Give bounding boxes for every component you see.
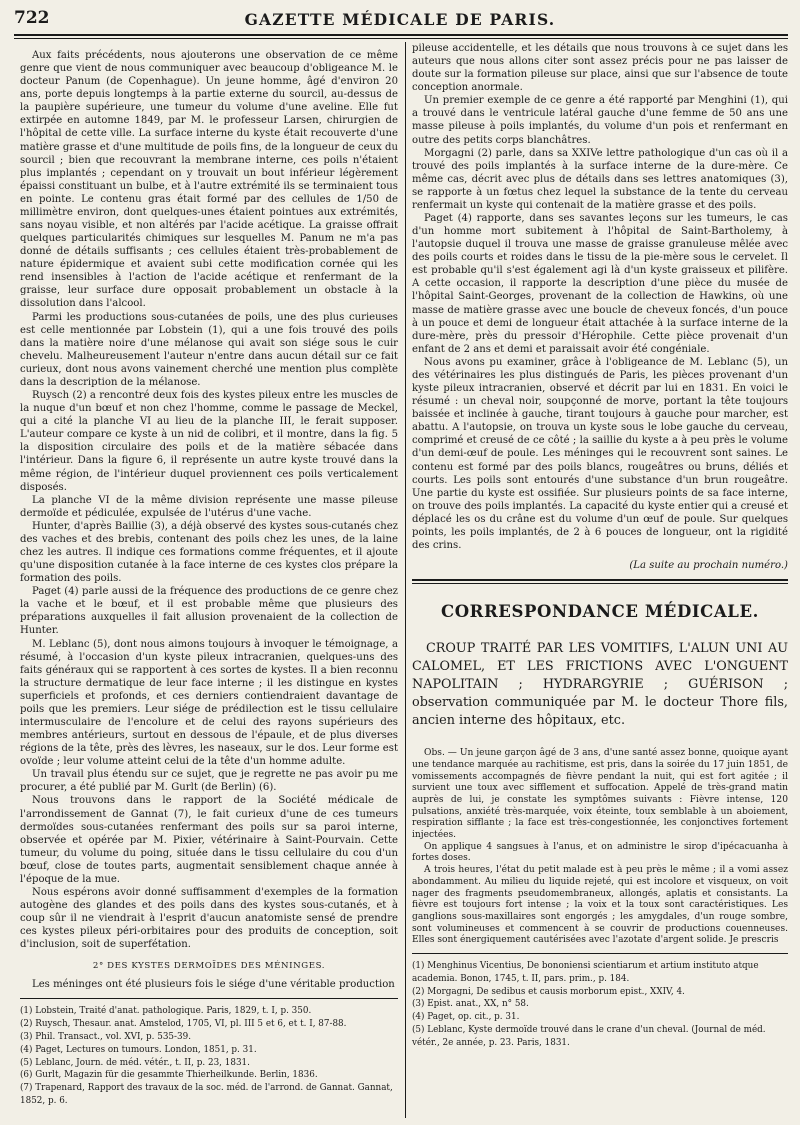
header-rule-thin <box>14 38 788 39</box>
footnote: (3) Epist. anat., XX, n° 58. <box>412 999 529 1010</box>
footnote: (5) Leblanc, Journ. de méd. vétér., t. II, p. 23, 1831. <box>20 1057 250 1068</box>
column-divider <box>405 42 406 1118</box>
continued-notice: (La suite au prochain numéro.) <box>629 560 788 572</box>
paragraph: Ruysch (2) a rencontré deux fois des kystes pileux entre les muscles de la nuque d'un bœuf et non chez l'homme, comme le passage de Meckel, qui a cité la planche VI au lieu de la planche III, le ferait supposer. L'auteur compare ce kyste à un nid de colibri, et il montre, dans la fig. 5 la disposition circulaire des poils et de la matière sébacée dans l'intérieur. Dans la figure 6, il représente un autre kyste trouvé dans la même région, de l'intérieur duquel proviennent ces poils verticalement disposés. <box>20 390 398 493</box>
paragraph: pileuse accidentelle, et les détails que nous trouvons à ce sujet dans les auteurs que nous allons citer sont assez précis pour ne pas laisser de doute sur la formation pileuse sur place, ainsi que sur l'absence de toute conception anormale. <box>412 43 788 94</box>
paragraph: Les méninges ont été plusieurs fois le siége d'une véritable production <box>32 979 395 991</box>
footnote: (7) Trapenard, Rapport des travaux de la soc. méd. de l'arrond. de Gannat. Gannat, 1852, p. 6. <box>20 1083 393 1107</box>
paragraph: A trois heures, l'état du petit malade est à peu près le même ; il a vomi assez abondamment. Au milieu du liquide rejeté, qui est incolore et visqueux, on voit nager des fragments pseudomembraneux, allongés, aplatis et consistants. La fièvre est toujours fort intense ; la voix et la toux sont caractéristiques. Les ganglions sous-maxillaires sont engorgés ; les amygdales, d'un rouge sombre, sont volumineuses et commencent à se couvrir de productions couenneuses. Elles sont énergiquement cautérisées avec l'azotate d'argent solide. Je prescris <box>412 865 788 946</box>
footnote: (5) Leblanc, Kyste dermoïde trouvé dans le crane d'un cheval. (Journal de méd. vétér., 2e année, p. 23. Paris, 1831. <box>412 1025 766 1048</box>
paragraph: Paget (4) parle aussi de la fréquence des productions de ce genre chez la vache et le bœuf, et il est probable même que plusieurs des préparations auxquelles il fait allusion provenaient de la collection de Hunter. <box>20 586 398 637</box>
footnote: (6) Gurlt, Magazin für die gesammte Thierheilkunde. Berlin, 1836. <box>20 1070 318 1081</box>
footnote: (3) Phil. Transact., vol. XVI, p. 535-39. <box>20 1032 191 1043</box>
section-rule-thick <box>412 579 788 581</box>
subsection-heading: 2° DES KYSTES DERMOÏDES DES MÉNINGES. <box>92 961 326 972</box>
paragraph: Hunter, d'après Baillie (3), a déjà observé des kystes sous-cutanés chez des vaches et des brebis, contenant des poils chez les unes, de la laine chez les autres. Il indique ces formations comme fréquentes, et il ajoute qu'une disposition cutanée à la face interne de ces kystes clos prépare la formation des poils. <box>20 520 398 585</box>
paragraph: Nous avons pu examiner, grâce à l'obligeance de M. Leblanc (5), un des vétérinaires les plus distingués de Paris, les pièces provenant d'un kyste pileux intracranien, observé et décrit par lui en 1831. En voici le résumé : un cheval noir, soupçonné de morve, portant la tête toujours baissée et inclinée à gauche, tirant toujours à gauche pour marcher, est abattu. A l'autopsie, on trouva un kyste sous le lobe gauche du cerveau, comprimé et creusé de ce côté ; la saillie du kyste a à peu près le volume d'un demi-œuf de poule. Les méninges qui le recouvrent sont saines. Le contenu est formé par des poils blancs, rougeâtres ou bruns, déliés et courts. Les poils sont entourés d'une substance d'un brun rougeâtre. Une partie du kyste est ossifiée. Sur plusieurs points de sa face interne, on trouve des poils implantés. La capacité du kyste entier qui a creusé et déplacé les os du crâne est du volume d'un œuf de poule. Sur quelques points, les poils implantés, de 2 à 6 pouces de longueur, ont la rigidité des crins. <box>412 356 788 551</box>
footnote-rule <box>20 998 398 999</box>
left-column <box>20 49 398 1119</box>
footnote: (2) Morgagni, De sedibus et causis morborum epist., XXIV, 4. <box>412 986 685 997</box>
section-title: CORRESPONDANCE MÉDICALE. <box>440 602 760 622</box>
paragraph: Nous espérons avoir donné suffisamment d'exemples de la formation autogène des glandes et des poils dans des kystes sous-cutanés, et à coup sûr il ne viendrait à l'esprit d'aucun anatomiste sensé de prendre ces kystes pileux péri-orbitaires pour des produits de conception, soit d'inclusion, soit de superfétation. <box>20 887 398 951</box>
footnote-rule <box>412 953 788 954</box>
footnote: (1) Menghinus Vicentius, De bononiensi scientiarum et artium instituto atque academia. Bonon, 1745, t. II, pars. prim., p. 184. <box>412 961 759 984</box>
paragraph: Obs. — Un jeune garçon âgé de 3 ans, d'une santé assez bonne, quoique ayant une tendance marquée au rachitisme, est pris, dans la soirée du 17 juin 1851, de vomissements accompagnés de fièvre pendant la nuit, qui est fort agitée ; il survient une toux avec sifflement et suffocation. Appelé de très-grand matin auprès de lui, je constate les symptômes suivants : Fièvre intense, 120 pulsations, anxiété très-marquée, voix éteinte, toux semblable à un aboiement, respiration sifflante ; la face est très-congestionnée, les conjonctives fortement injectées. <box>412 748 788 841</box>
paragraph: M. Leblanc (5), dont nous aimons toujours à invoquer le témoignage, a résumé, à l'occasion d'un kyste pileux intracranien, quelques-uns des faits généraux qui se rapportent à ces sortes de kystes. Il a bien reconnu la structure dermatique de leur face interne ; il les distingue en kystes superficiels et profonds, et ces derniers contiendraient davantage de poils que les premiers. Leur siége de prédilection est le tissu cellulaire intermusculaire de l'encolure et de celui des rayons supérieurs des membres antérieurs, surtout en dessous de l'épaule, et de plus diverses régions de la tête, près des lèvres, les naseaux, sur le dos. Leur forme est ovoïde ; leur volume atteint celui de la tête d'un homme adulte. <box>20 638 398 768</box>
header-rule-thick <box>14 34 788 36</box>
page-number: 722 <box>14 8 50 28</box>
paragraph: Morgagni (2) parle, dans sa XXIVe lettre pathologique d'un cas où il a trouvé des poils implantés à la surface interne de la dure-mère. Ce même cas, décrit avec plus de détails dans ses lettres anatomiques (3), se rapporte à un fœtus chez lequel la substance de la tente du cerveau renfermait un kyste qui contenait de la matière grasse et des poils. <box>412 147 788 211</box>
paragraph: Un premier exemple de ce genre a été rapporté par Menghini (1), qui a trouvé dans le ventricule latéral gauche d'une femme de 50 ans une masse pileuse à poils implantés, du volume d'un pois et renfermant en outre des petits corps blanchâtres. <box>412 95 788 146</box>
paragraph: Aux faits précédents, nous ajouterons une observation de ce même genre que vient de nous communiquer avec beaucoup d'obligeance M. le docteur Panum (de Copenhague). Un jeune homme, âgé d'environ 20 ans, porte depuis longtemps à la partie externe du sourcil, au-dessus de la paupière supérieure, une tumeur du volume d'une aveline. Elle fut extirpée en automne 1849, par M. le professeur Larsen, chirurgien de l'hôpital de cette ville. La surface interne du kyste était recouverte d'une matière grasse et d'une multitude de poils fins, de la longueur de ceux du sourcil ; bien que recouvrant la membrane interne, ces poils n'étaient plus implantés ; cependant on y trouvait un bout inférieur légèrement épaissi constituant un bulbe, et à l'autre extrémité ils se terminaient tous en pointe. Le contenu gras était formé par des cellules de 1/50 de millimètre environ, dont quelques-unes étaient pointues aux extrémités, sans noyau visible, et non altérés par l'acide acétique. La graisse offrait quelques particularités chimiques sur lesquelles M. Panum ne m'a pas donné de détails suffisants ; ces cellules étaient très-probablement de nature épidermique et avaient subi cette modification cornée qui les rend insensibles à l'action de l'acide acétique et renfermant de la graisse, leur surface dure opposait probablement un obstacle à la dissolution dans l'alcool. <box>20 50 399 310</box>
paragraph: Nous trouvons dans le rapport de la Société médicale de l'arrondissement de Gannat (7), le fait curieux d'une de ces tumeurs dermoïdes sous-cutanées renfermant des poils sur sa paroi interne, observée et opérée par M. Pixier, vétérinaire à Saint-Pourvain. Cette tumeur, du volume du poing, située dans le tissu cellulaire du cou d'un bœuf, close de toutes parts, augmentait sensiblement chaque année à l'époque de la mue. <box>20 795 398 885</box>
footnote: (1) Lobstein, Traité d'anat. pathologique. Paris, 1829, t. I, p. 350. <box>20 1006 312 1017</box>
running-head: GAZETTE MÉDICALE DE PARIS. <box>244 10 556 29</box>
footnote: (4) Paget, op. cit., p. 31. <box>412 1012 520 1023</box>
paragraph: Paget (4) rapporte, dans ses savantes leçons sur les tumeurs, le cas d'un homme mort subitement à l'hôpital de Saint-Bartholemy, à l'autopsie duquel il trouva une masse de graisse granuleuse mêlée avec des poils courts et roides dans le tissu de la pie-mère sous le cervelet. Il est probable qu'il s'est également agi là d'un kyste graisseux et pilifère. A cette occasion, il rapporte la description d'une pièce du musée de l'hôpital Saint-Georges, provenant de la collection de Hawkins, où une masse de matière grasse avec une boucle de cheveux foncés, d'un pouce à un pouce et demi de longueur était attachée à la surface interne de la dure-mère, près du pressoir d'Hérophile. Cette pièce provenait d'un enfant de 2 ans et demi et paraissait avoir été congéniale. <box>412 213 788 355</box>
footnote: (4) Paget, Lectures on tumours. London, 1851, p. 31. <box>20 1044 257 1055</box>
paragraph: Un travail plus étendu sur ce sujet, que je regrette ne pas avoir pu me procurer, a été publié par M. Gurlt (de Berlin) (6). <box>20 769 398 794</box>
right-column <box>412 42 788 1118</box>
footnote: (2) Ruysch, Thesaur. anat. Amstelod, 1705, VI, pl. III 5 et 6, et t. I, 87-88. <box>20 1019 347 1030</box>
section-rule-thin <box>412 583 788 584</box>
article-title: CROUP TRAITÉ PAR LES VOMITIFS, L'ALUN UNI AU CALOMEL, ET LES FRICTIONS AVEC L'ONGUENT NAPOLITAIN ; HYDRARGYRIE ; GUÉRISON ; observation communiquée par M. le docteur Thore fils, ancien interne des hôpitaux, etc. <box>412 641 788 729</box>
paragraph: La planche VI de la même division représente une masse pileuse dermoïde et pédiculée, expulsée de l'utérus d'une vache. <box>20 494 398 519</box>
paragraph: On applique 4 sangsues à l'anus, et on administre le sirop d'ipécacuanha à fortes doses. <box>412 841 788 864</box>
paragraph: Parmi les productions sous-cutanées de poils, une des plus curieuses est celle mentionnée par Lobstein (1), qui a une fois trouvé des poils dans la matière noire d'une mélanose qui avait son siége sous le cuir chevelu. Malheureusement l'auteur n'entre dans aucun détail sur ce fait curieux, dont nous avons vainement cherché une mention plus complète dans la description de la mélanose. <box>20 311 398 388</box>
